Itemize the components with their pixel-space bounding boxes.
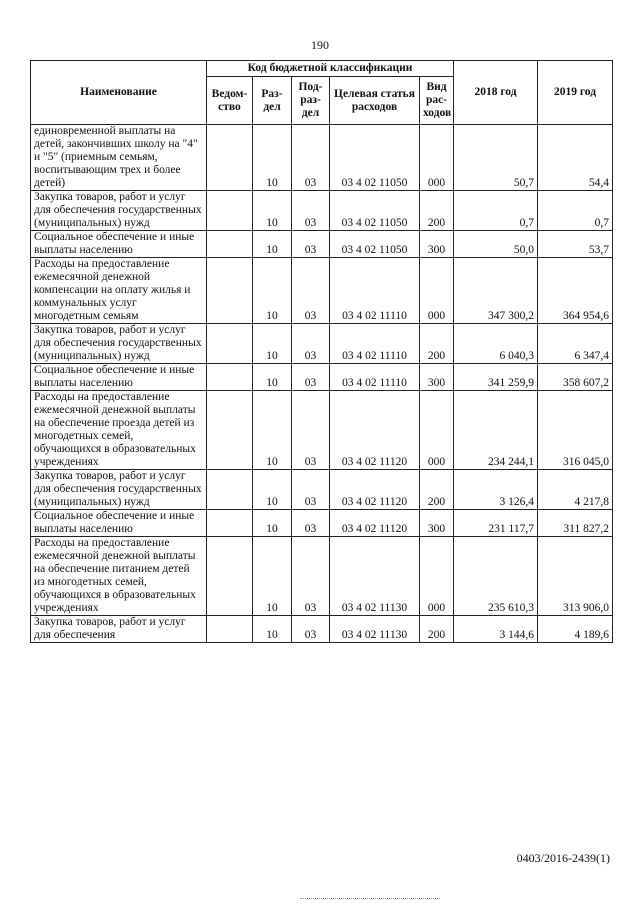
row-celevaya-statya: 03 4 02 11130 <box>330 616 420 643</box>
table-row <box>31 616 613 643</box>
row-celevaya-statya: 03 4 02 11120 <box>330 470 420 510</box>
table-row <box>31 391 613 470</box>
row-value-2019: 4 189,6 <box>538 616 613 643</box>
row-vedomstvo <box>207 231 253 258</box>
row-vedomstvo <box>207 191 253 231</box>
row-celevaya-statya: 03 4 02 11130 <box>330 537 420 616</box>
row-value-2018: 50,0 <box>454 231 538 258</box>
row-celevaya-statya: 03 4 02 11110 <box>330 324 420 364</box>
row-value-2019: 358 607,2 <box>538 364 613 391</box>
row-value-2019: 313 906,0 <box>538 537 613 616</box>
row-celevaya-statya: 03 4 02 11120 <box>330 391 420 470</box>
row-value-2019: 311 827,2 <box>538 510 613 537</box>
budget-table <box>30 60 613 643</box>
row-name: Закупка товаров, работ и услуг для обеспечения государственных (муниципальных) нужд <box>31 191 207 231</box>
row-value-2018: 234 244,1 <box>454 391 538 470</box>
row-name: Социальное обеспечение и иные выплаты населению <box>31 231 207 258</box>
row-value-2018: 3 126,4 <box>454 470 538 510</box>
row-vid-rashodov: 300 <box>420 510 454 537</box>
row-podrazdel: 03 <box>292 125 330 191</box>
row-razdel: 10 <box>253 125 292 191</box>
row-vid-rashodov: 000 <box>420 391 454 470</box>
row-razdel: 10 <box>253 258 292 324</box>
row-podrazdel: 03 <box>292 231 330 258</box>
row-vid-rashodov: 200 <box>420 324 454 364</box>
row-name: Расходы на предоставление ежемесячной денежной выплаты на обеспечение питанием детей из многодетных семей, обучающихся в образовательных учреждениях <box>31 537 207 616</box>
row-podrazdel: 03 <box>292 616 330 643</box>
header-vid-rashodov: Вид рас-ходов <box>420 77 454 125</box>
row-value-2018: 235 610,3 <box>454 537 538 616</box>
table-row <box>31 470 613 510</box>
row-podrazdel: 03 <box>292 391 330 470</box>
page-number: 190 <box>311 38 329 52</box>
row-value-2018: 6 040,3 <box>454 324 538 364</box>
header-budget-code: Код бюджетной классификации <box>207 61 454 77</box>
row-vedomstvo <box>207 510 253 537</box>
row-vid-rashodov: 200 <box>420 616 454 643</box>
row-razdel: 10 <box>253 616 292 643</box>
row-podrazdel: 03 <box>292 324 330 364</box>
row-razdel: 10 <box>253 510 292 537</box>
row-podrazdel: 03 <box>292 364 330 391</box>
row-name: Закупка товаров, работ и услуг для обеспечения государственных (муниципальных) нужд <box>31 324 207 364</box>
table-row <box>31 324 613 364</box>
row-name: единовременной выплаты на детей, закончивших школу на "4" и "5" (приемным семьям, воспитывающим трех и более детей) <box>31 125 207 191</box>
header-2018: 2018 год <box>454 61 538 125</box>
row-podrazdel: 03 <box>292 470 330 510</box>
row-value-2019: 364 954,6 <box>538 258 613 324</box>
row-celevaya-statya: 03 4 02 11050 <box>330 231 420 258</box>
row-value-2018: 3 144,6 <box>454 616 538 643</box>
scan-artifact <box>300 898 440 901</box>
row-value-2019: 316 045,0 <box>538 391 613 470</box>
row-value-2018: 231 117,7 <box>454 510 538 537</box>
row-value-2018: 0,7 <box>454 191 538 231</box>
table-row <box>31 125 613 191</box>
row-vedomstvo <box>207 391 253 470</box>
row-value-2018: 50,7 <box>454 125 538 191</box>
row-value-2019: 0,7 <box>538 191 613 231</box>
row-razdel: 10 <box>253 364 292 391</box>
table-row <box>31 231 613 258</box>
row-vid-rashodov: 000 <box>420 537 454 616</box>
row-vid-rashodov: 000 <box>420 125 454 191</box>
table-row <box>31 537 613 616</box>
row-vid-rashodov: 200 <box>420 470 454 510</box>
row-value-2019: 6 347,4 <box>538 324 613 364</box>
table-row <box>31 364 613 391</box>
row-celevaya-statya: 03 4 02 11050 <box>330 191 420 231</box>
row-podrazdel: 03 <box>292 258 330 324</box>
row-vedomstvo <box>207 125 253 191</box>
table-row <box>31 510 613 537</box>
row-celevaya-statya: 03 4 02 11110 <box>330 364 420 391</box>
row-razdel: 10 <box>253 470 292 510</box>
row-name: Социальное обеспечение и иные выплаты населению <box>31 364 207 391</box>
row-razdel: 10 <box>253 324 292 364</box>
row-value-2019: 4 217,8 <box>538 470 613 510</box>
header-razdel: Раз-дел <box>253 77 292 125</box>
row-razdel: 10 <box>253 391 292 470</box>
row-vedomstvo <box>207 470 253 510</box>
row-value-2018: 341 259,9 <box>454 364 538 391</box>
table-row <box>31 258 613 324</box>
header-name: Наименование <box>31 61 207 125</box>
row-podrazdel: 03 <box>292 537 330 616</box>
row-name: Расходы на предоставление ежемесячной денежной выплаты на обеспечение проезда детей из многодетных семей, обучающихся в образовательных учреждениях <box>31 391 207 470</box>
row-razdel: 10 <box>253 231 292 258</box>
header-podrazdel: Под-раз-дел <box>292 77 330 125</box>
row-name: Закупка товаров, работ и услуг для обеспечения государственных (муниципальных) нужд <box>31 470 207 510</box>
row-celevaya-statya: 03 4 02 11120 <box>330 510 420 537</box>
row-name: Социальное обеспечение и иные выплаты населению <box>31 510 207 537</box>
row-podrazdel: 03 <box>292 510 330 537</box>
row-vedomstvo <box>207 324 253 364</box>
row-value-2019: 54,4 <box>538 125 613 191</box>
header-2019: 2019 год <box>538 61 613 125</box>
row-razdel: 10 <box>253 191 292 231</box>
row-name: Расходы на предоставление ежемесячной денежной компенсации на оплату жилья и коммунальных услуг многодетным семьям <box>31 258 207 324</box>
row-value-2019: 53,7 <box>538 231 613 258</box>
row-name: Закупка товаров, работ и услуг для обеспечения <box>31 616 207 643</box>
row-vid-rashodov: 300 <box>420 364 454 391</box>
row-vid-rashodov: 200 <box>420 191 454 231</box>
table-row <box>31 191 613 231</box>
row-celevaya-statya: 03 4 02 11050 <box>330 125 420 191</box>
row-vid-rashodov: 000 <box>420 258 454 324</box>
row-vedomstvo <box>207 616 253 643</box>
row-value-2018: 347 300,2 <box>454 258 538 324</box>
header-vedomstvo: Ведом-ство <box>207 77 253 125</box>
header-celevaya-statya: Целевая статья расходов <box>330 77 420 125</box>
row-razdel: 10 <box>253 537 292 616</box>
row-vedomstvo <box>207 364 253 391</box>
document-code: 0403/2016-2439(1) <box>516 851 610 865</box>
row-podrazdel: 03 <box>292 191 330 231</box>
row-vid-rashodov: 300 <box>420 231 454 258</box>
row-vedomstvo <box>207 258 253 324</box>
row-vedomstvo <box>207 537 253 616</box>
row-celevaya-statya: 03 4 02 11110 <box>330 258 420 324</box>
